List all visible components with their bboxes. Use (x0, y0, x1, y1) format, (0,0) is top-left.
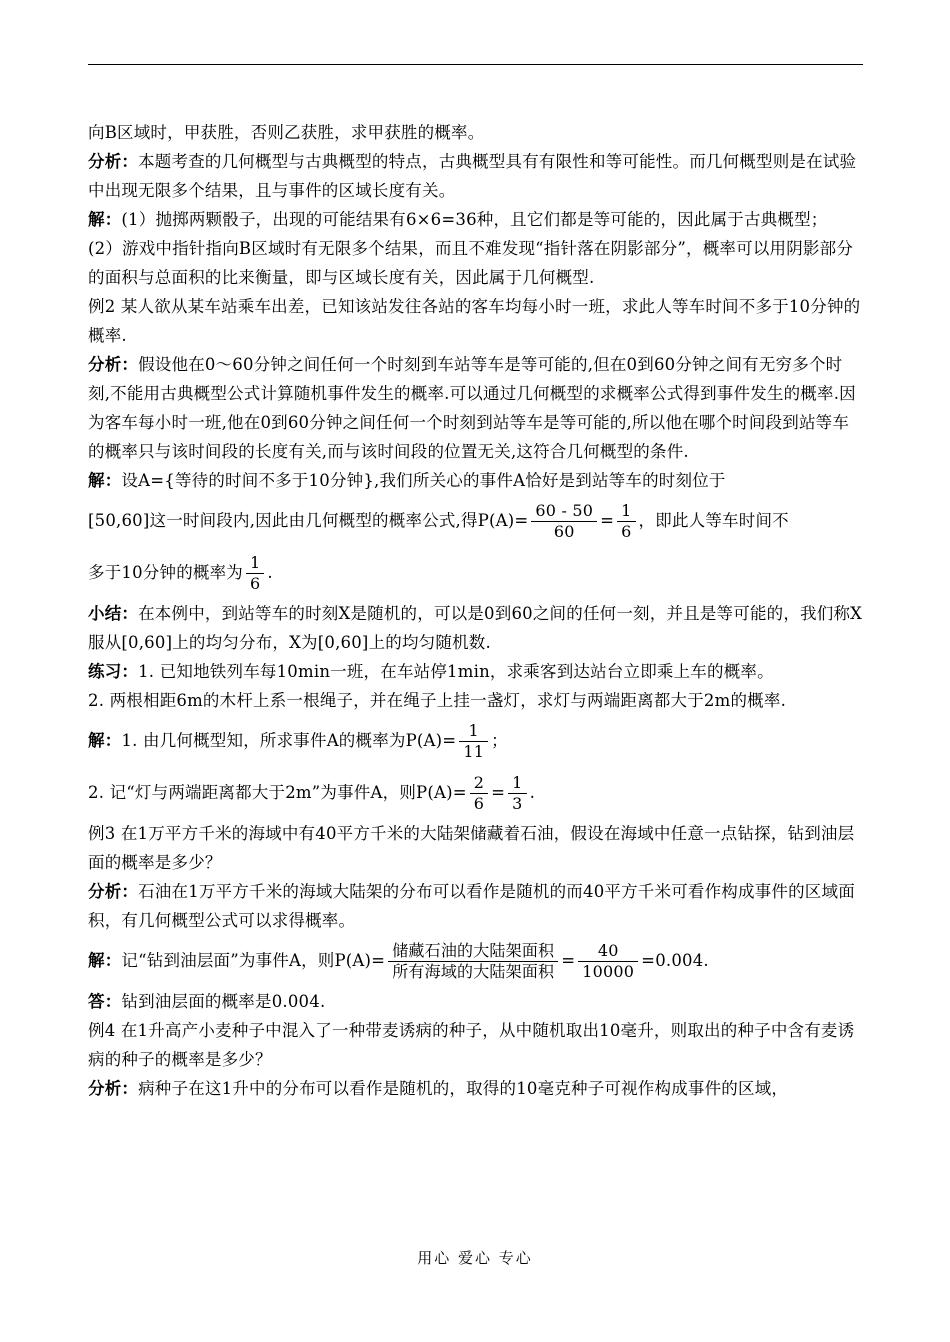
document-body (88, 118, 863, 1103)
paragraph-analysis-2 (88, 350, 863, 466)
equals-sign: = (600, 511, 615, 530)
solution-text: 2. 记“灯与两端距离都大于2m”为事件A，则P(A)= (88, 783, 467, 802)
fraction-denominator: 3 (512, 794, 523, 813)
fraction (617, 501, 635, 542)
example-2: 例2 某人欲从某车站乘车出差，已知该站发往各站的客车均每小时一班，求此人等车时间不多于10分钟的概率. (88, 297, 861, 345)
paragraph-solution-4 (88, 935, 863, 987)
paragraph-solution-3b (88, 767, 863, 819)
solution-text: 记“钻到油层面”为事件A，则P(A)= (121, 951, 386, 970)
fraction-denominator: 11 (463, 742, 485, 761)
summary-text: 在本例中，到站等车的时刻X是随机的，可以是0到60之间的任何一刻，并且是等可能的，我们称X服从[0,60]上的均匀分布，X为[0,60]上的均匀随机数. (88, 604, 863, 652)
fraction (459, 721, 488, 762)
practice-text: 1. 已知地铁列车每10min一班，在车站停1min，求乘客到达站台立即乘上车的概率。 (138, 662, 774, 681)
example-4: 例4 在1升高产小麦种子中混入了一种带麦诱病的种子，从中随机取出10毫升，则取出的种子中含有麦诱病的种子的概率是多少？ (88, 1021, 855, 1069)
solution-label: 解： (88, 210, 122, 229)
page-footer: 用心 爱心 专心 (417, 1249, 533, 1267)
fraction (388, 941, 558, 982)
paragraph-practice-2: 2. 两根相距6m的木杆上系一根绳子，并在绳子上挂一盏灯，求灯与两端距离都大于2m的概率. (88, 691, 787, 710)
analysis-text: 本题考查的几何概型与古典概型的特点，古典概型具有有限性和等可能性。而几何概型则是在试验中出现无限多个结果，且与事件的区域长度有关。 (88, 152, 857, 200)
answer-text: 钻到油层面的概率是0.004. (121, 992, 326, 1011)
paragraph-solution-1 (88, 205, 863, 234)
solution-text: 多于10分钟的概率为 (88, 563, 243, 582)
analysis-label: 分析： (88, 355, 139, 374)
fraction (246, 553, 264, 594)
fraction-denominator: 60 (553, 522, 575, 541)
solution-label: 解： (88, 731, 122, 750)
fraction-denominator: 6 (621, 522, 632, 541)
fraction-denominator: 6 (250, 574, 261, 593)
paragraph: 向B区域时，甲获胜，否则乙获胜，求甲获胜的概率。 (88, 123, 485, 142)
fraction-numerator: 1 (459, 721, 488, 742)
fraction-numerator: 1 (617, 501, 635, 522)
semicolon: ； (491, 731, 508, 750)
header-rule (88, 64, 863, 65)
paragraph-solution-2a (88, 466, 863, 495)
practice-label: 练习： (88, 662, 139, 681)
solution-text: [50,60]这一时间段内,因此由几何概型的概率公式,得P(A)= (88, 511, 529, 530)
example-3: 例3 在1万平方千米的海域中有40平方千米的大陆架储藏着石油，假设在海域中任意一点钻探，钻到油层面的概率是多少？ (88, 824, 855, 872)
paragraph-analysis-3 (88, 877, 863, 935)
paragraph-analysis-4 (88, 1074, 863, 1103)
analysis-text: 假设他在0～60分钟之间任何一个时刻到车站等车是等可能的,但在0到60分钟之间有无穷多个时刻,不能用古典概型公式计算随机事件发生的概率.可以通过几何概型的求概率公式得到事件发生的概率.因为客车每小时一班,他在0到60分钟之间任何一个时刻到站等车是等可能的,所以他在哪个时间段到站等车的概率只与该时间段的长度有关,而与该时间段的位置无关,这符合几何概型的条件. (88, 355, 856, 461)
equals-sign: = (491, 783, 506, 802)
solution-text: ，即此人等车时间不 (638, 511, 789, 530)
period: . (529, 783, 536, 802)
paragraph-analysis-1 (88, 147, 863, 205)
paragraph-solution-2b (88, 495, 863, 547)
fraction (508, 773, 526, 814)
fraction (578, 941, 638, 982)
paragraph-summary (88, 599, 863, 657)
solution-text: 设A={等待的时间不多于10分钟},我们所关心的事件A恰好是到站等车的时刻位于 (121, 471, 726, 490)
period: . (267, 563, 273, 582)
fraction-numerator: 1 (508, 773, 526, 794)
fraction-denominator: 6 (473, 794, 485, 813)
paragraph-solution-1b: (2）游戏中指针指向B区域时有无限多个结果，而且不难发现“指针落在阴影部分”，概率可以用阴影部分的面积与总面积的比来衡量，即与区域长度有关，因此属于几何概型. (88, 239, 854, 287)
fraction-numerator: 40 (578, 941, 638, 962)
fraction-numerator: 2 (470, 773, 488, 794)
analysis-text: 石油在1万平方千米的海域大陆架的分布可以看作是随机的而40平方千米可看作构成事件的区域面积，有几何概型公式可以求得概率。 (88, 882, 855, 930)
solution-label: 解： (88, 471, 122, 490)
analysis-text: 病种子在这1升中的分布可以看作是随机的，取得的10毫克种子可视作构成事件的区域， (138, 1079, 789, 1098)
analysis-label: 分析： (88, 1079, 139, 1098)
fraction-denominator: 10000 (582, 962, 635, 981)
equals-sign: = (561, 951, 576, 970)
solution-text: 1. 由几何概型知，所求事件A的概率为P(A)= (121, 731, 457, 750)
summary-label: 小结： (88, 604, 139, 623)
fraction-numerator: 1 (246, 553, 264, 574)
paragraph-solution-2c (88, 547, 863, 599)
fraction-numerator: 60 - 50 (531, 501, 597, 522)
analysis-label: 分析： (88, 152, 139, 171)
answer-label: 答： (88, 992, 122, 1011)
solution-text: (1）抛掷两颗骰子，出现的可能结果有6×6=36种，且它们都是等可能的，因此属于古典概型； (121, 210, 828, 229)
result-text: =0.004. (641, 951, 709, 970)
solution-label: 解： (88, 951, 122, 970)
analysis-label: 分析： (88, 882, 139, 901)
fraction (470, 773, 488, 814)
fraction-denominator: 所有海域的大陆架面积 (392, 962, 555, 981)
fraction (531, 501, 597, 542)
fraction-numerator: 储藏石油的大陆架面积 (388, 941, 558, 962)
paragraph-solution-3 (88, 715, 863, 767)
paragraph-answer (88, 987, 863, 1016)
paragraph-practice-1 (88, 657, 863, 686)
